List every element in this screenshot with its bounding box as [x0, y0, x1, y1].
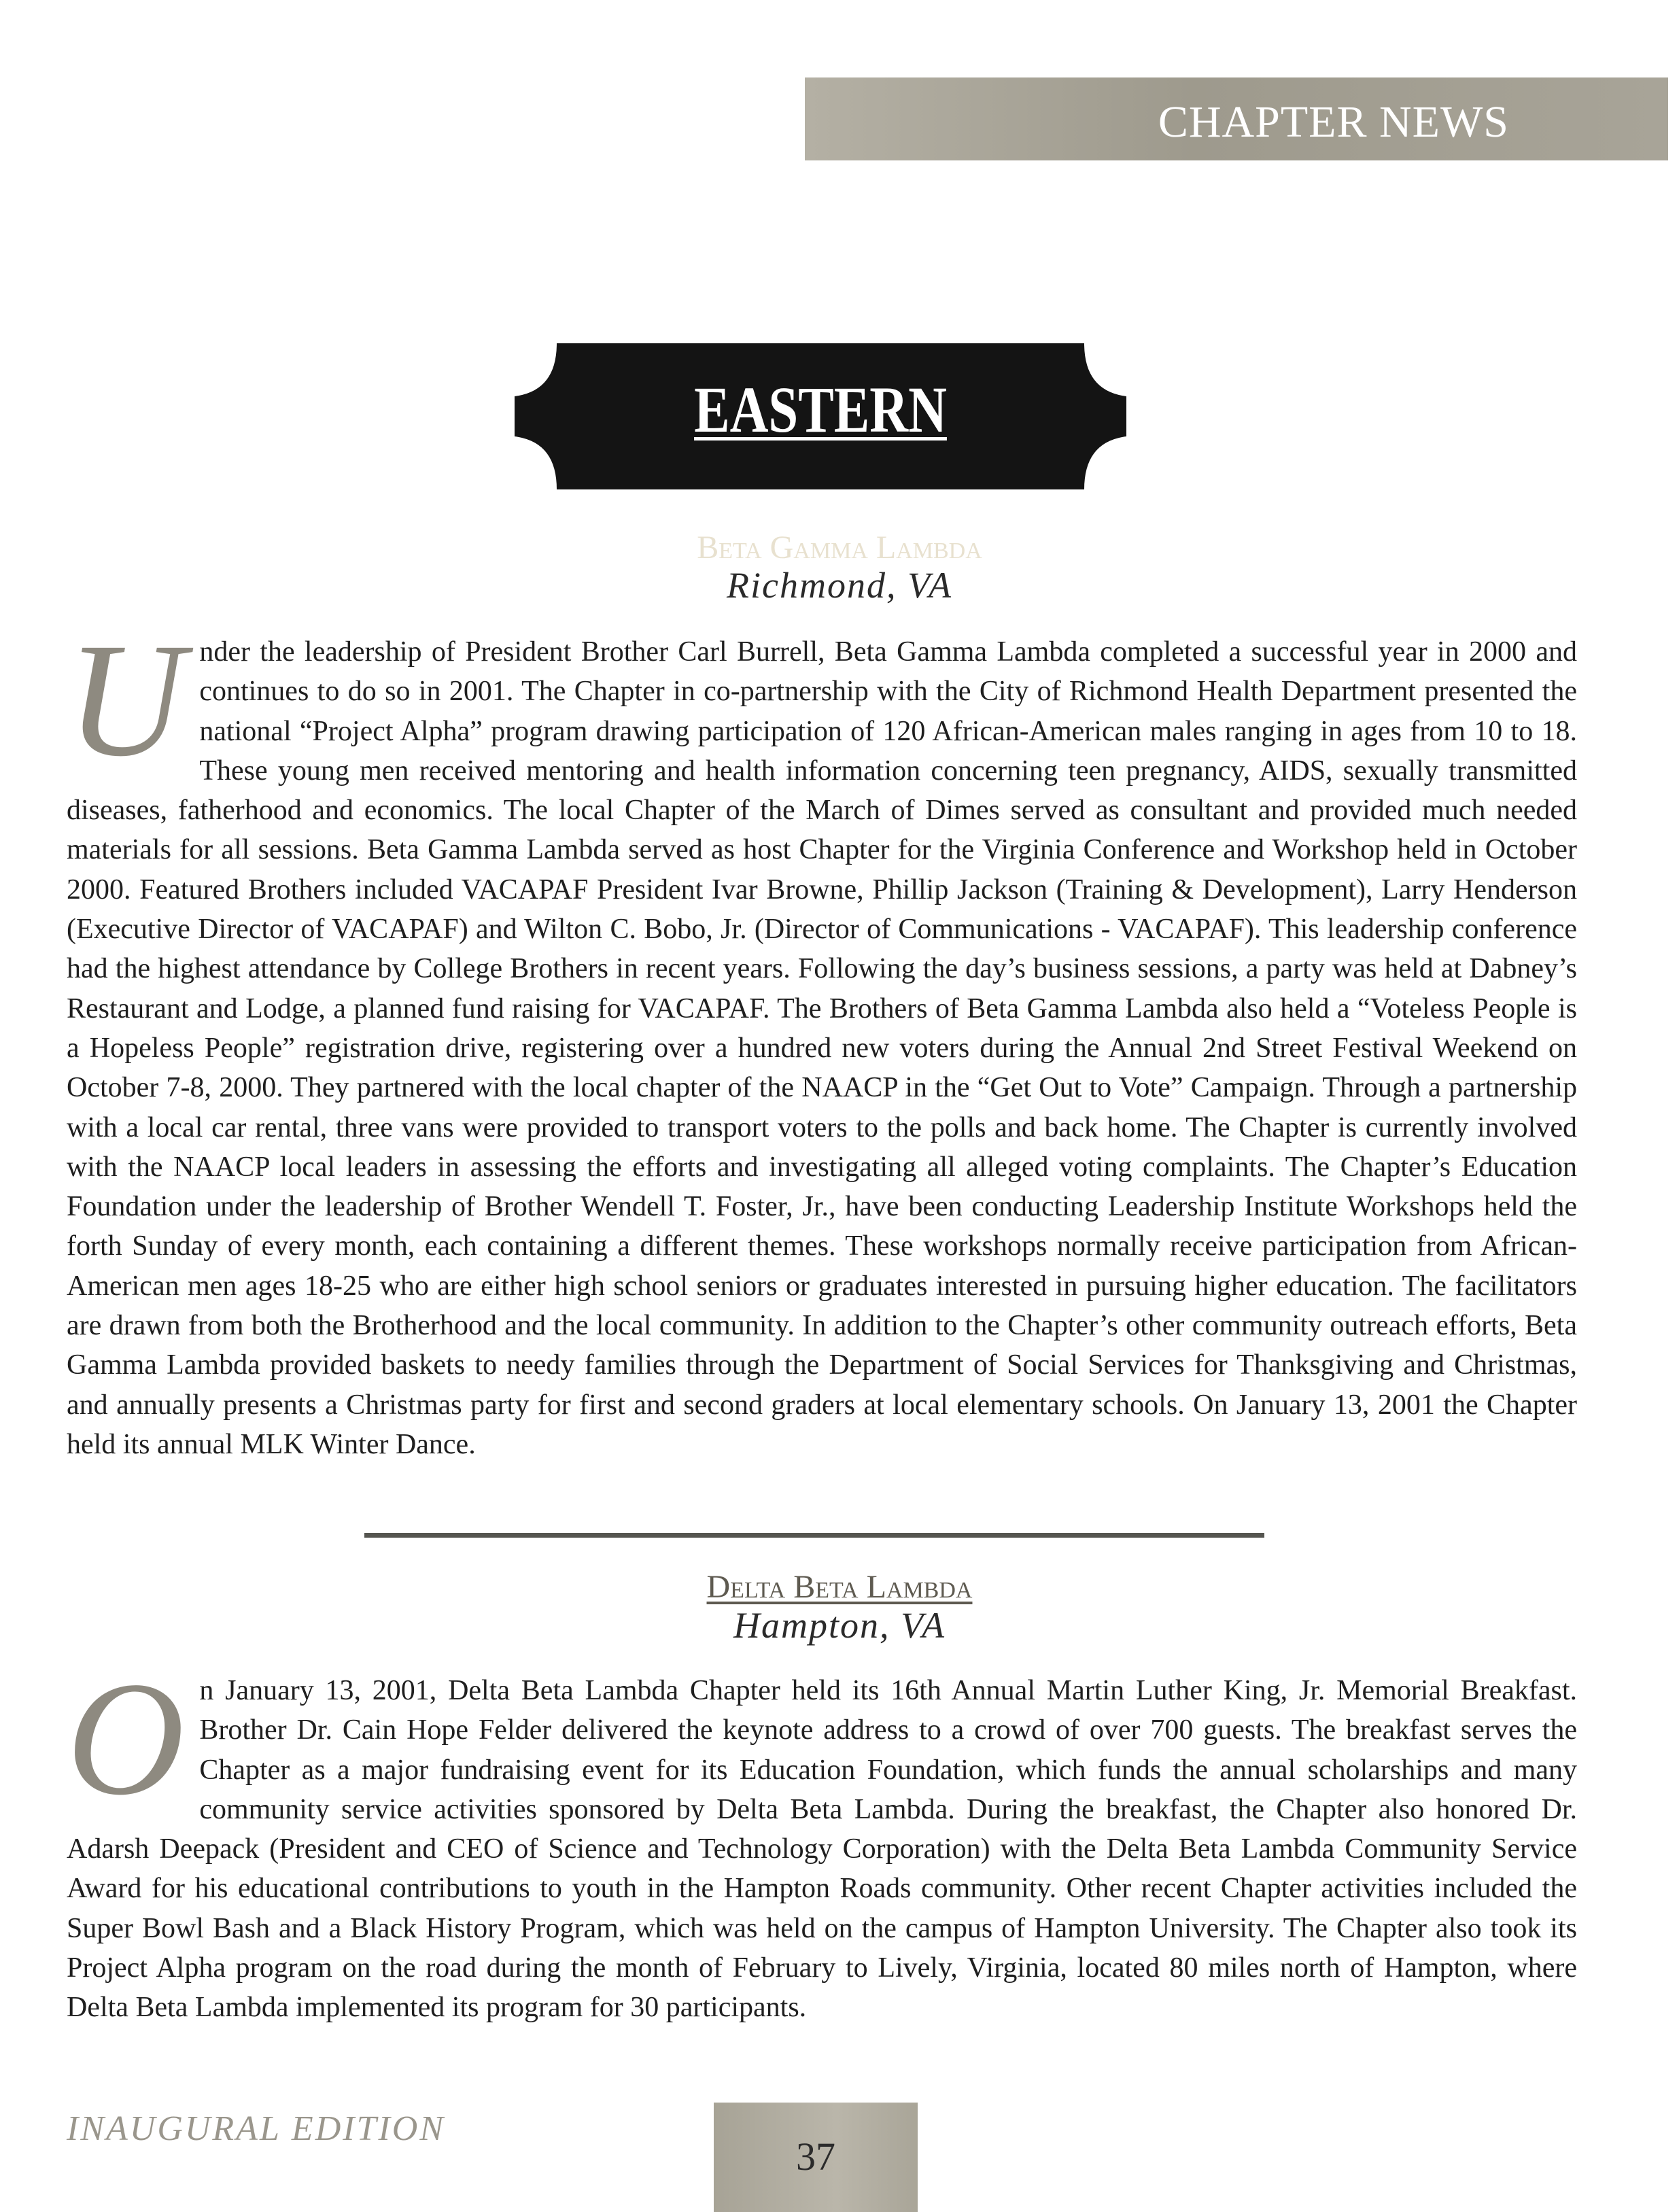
article-body: n January 13, 2001, Delta Beta Lambda Chapter held its 16th Annual Martin Luther King, Jr. Memorial Breakfast. Brother Dr. Cain Hope Felder delivered the keynote address to a crowd of over 700 guests. The breakfast serves the Chapter as a major fundraising event for its Education Foundation, which funds the annual scholarships and many community service activities sponsored by Delta Beta Lambda. During the breakfast, the Chapter also honored Dr. Adarsh Deepack (President and CEO of Science and Technology Corporation) with the Delta Beta Lambda Community Service Award for his educational contributions to youth in the Hampton Roads community. Other recent Chapter activities included the Super Bowl Bash and a Black History Program, which was held on the campus of Hampton University. The Chapter also took its Project Alpha program on the road during the month of February to Lively, Virginia, located 80 miles north of Hampton, where Delta Beta Lambda implemented its program for 30 participants. — [67, 1675, 1577, 2024]
drop-cap-o: O — [67, 1648, 185, 1829]
drop-cap-u: U — [67, 609, 185, 790]
region-title: EASTERN — [694, 373, 947, 446]
chapter-city-hampton: Hampton, VA — [733, 1605, 946, 1646]
chapter-city-richmond: Richmond, VA — [727, 565, 952, 606]
chapter-name-beta-gamma-lambda: Beta Gamma Lambda — [697, 530, 982, 566]
page-number-box — [714, 2103, 918, 2212]
section-title: CHAPTER NEWS — [1158, 97, 1509, 147]
chapter-name-delta-beta-lambda: Delta Beta Lambda — [706, 1569, 973, 1605]
region-banner — [515, 343, 1126, 489]
section-divider — [364, 1533, 1264, 1538]
footer-edition: INAUGURAL EDITION — [67, 2109, 446, 2148]
article-beta-gamma-lambda — [67, 609, 1577, 1464]
page-number: 37 — [796, 2135, 835, 2179]
article-body: nder the leadership of President Brother Carl Burrell, Beta Gamma Lambda completed a successful year in 2000 and continues to do so in 2001. The Chapter in co-partnership with the City of Richmond Health Department presented the national “Project Alpha” program drawing participation of 120 African-American males ranging in ages from 10 to 18. These young men received mentoring and health information concerning teen pregnancy, AIDS, sexually transmitted diseases, fatherhood and economics. The local Chapter of the March of Dimes served as consultant and provided much needed materials for all sessions. Beta Gamma Lambda served as host Chapter for the Virginia Conference and Workshop held in October 2000. Featured Brothers included VACAPAF President Ivar Browne, Phillip Jackson (Training & Development), Larry Henderson (Executive Director of VACAPAF) and Wilton C. Bobo, Jr. (Director of Communications - VACAPAF). This leadership conference had the highest attendance by College Brothers in recent years. Following the day’s business sessions, a party was held at Dabney’s Restaurant and Lodge, a planned fund raising for VACAPAF. The Brothers of Beta Gamma Lambda also held a “Voteless People is a Hopeless People” registration drive, registering over a hundred new voters during the Annual 2nd Street Festival Weekend on October 7-8, 2000. They partnered with the local chapter of the NAACP in the “Get Out to Vote” Campaign. Through a partnership with a local car rental, three vans were provided to transport voters to the polls and back home. The Chapter is currently involved with the NAACP local leaders in assessing the efforts and investigating all alleged voting complaints. The Chapter’s Education Foundation under the leadership of Brother Wendell T. Foster, Jr., have been conducting Leadership Institute Workshops held the forth Sunday of every month, each containing a different themes. These workshops normally receive participation from African-American men ages 18-25 who are either high school seniors or graduates interested in pursuing higher education. The facilitators are drawn from both the Brotherhood and the local community. In addition to the Chapter’s other community outreach efforts, Beta Gamma Lambda provided baskets to needy families through the Department of Social Services for Thanksgiving and Christmas, and annually presents a Christmas party for first and second graders at local elementary schools. On January 13, 2001 the Chapter held its annual MLK Winter Dance. — [67, 636, 1577, 1460]
section-header-bar — [805, 77, 1668, 160]
article-delta-beta-lambda — [67, 1648, 1577, 2028]
